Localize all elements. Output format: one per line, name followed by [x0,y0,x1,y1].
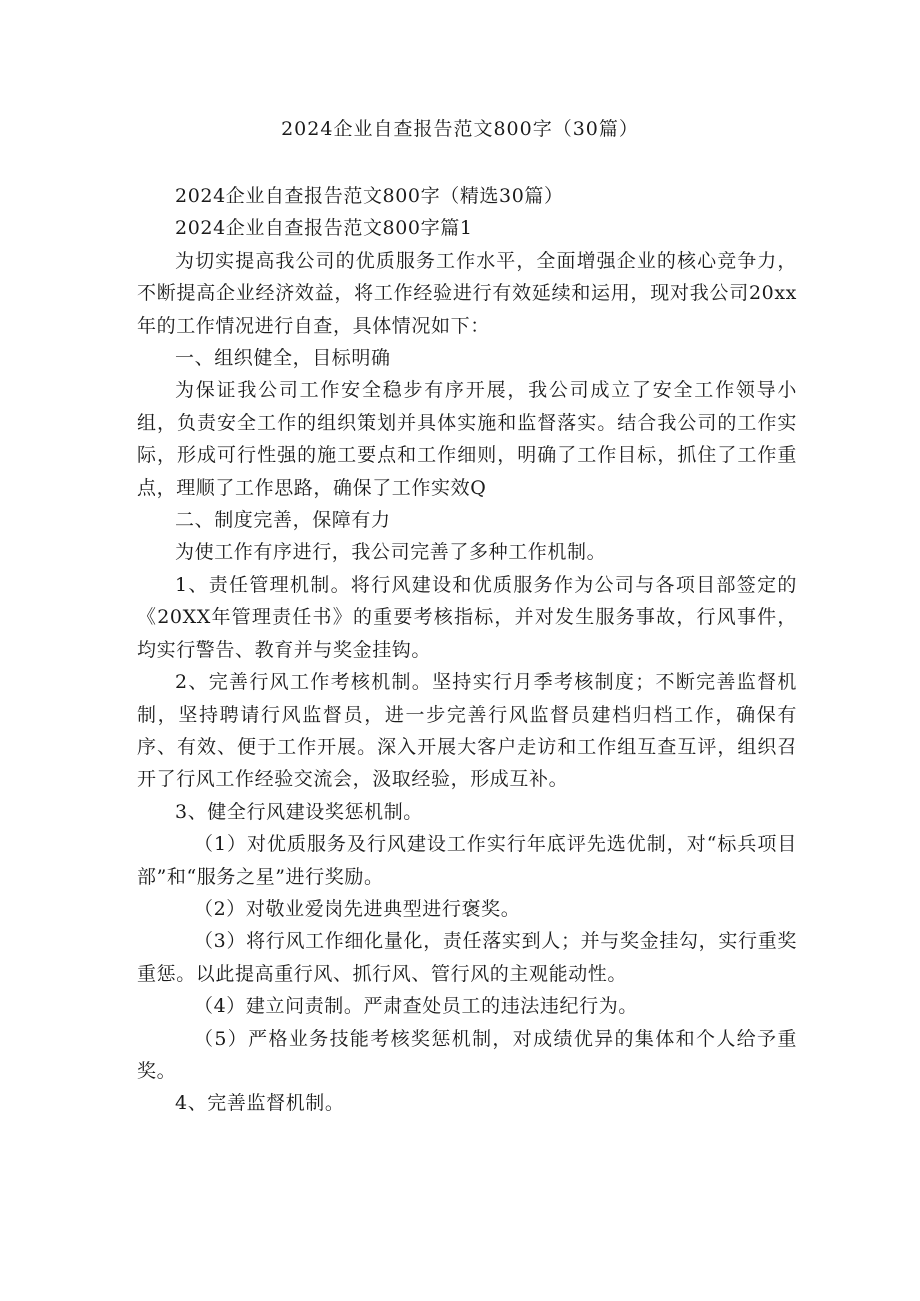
subitem-5: （5）严格业务技能考核奖惩机制，对成绩优异的集体和个人给予重奖。 [137,1027,797,1082]
item-assessment: 2、完善行风工作考核机制。坚持实行月季考核制度；不断完善监督机制，坚持聘请行风监督员，进一步完善行风监督员建档归档工作，确保有序、有效、便于工作开展。深入开展大客户走访和工作组互查互评，组织召开了行风工作经验交流会，汲取经验，形成互补。 [137,671,797,791]
intro-paragraph: 为切实提高我公司的优质服务工作水平，全面增强企业的核心竞争力，不断提高企业经济效益，将工作经验进行有效延续和运用，现对我公司20xx年的工作情况进行自查，具体情况如下： [137,249,797,337]
subtitle-paragraph: 2024企业自查报告范文800字（精选30篇） [175,185,564,207]
section-heading-paragraph: 2024企业自查报告范文800字篇1 [175,217,473,240]
subitem-3: （3）将行风工作细化量化，责任落实到人；并与奖金挂勾，实行重奖重惩。以此提高重行风、抓行风、管行风的主观能动性。 [137,930,797,985]
subitem-4: （4）建立问责制。严肃查处员工的违法违纪行为。 [194,995,638,1018]
heading-system: 二、制度完善，保障有力 [175,509,391,532]
document-body [137,180,797,1120]
subitem-1: （1）对优质服务及行风建设工作实行年底评先选优制，对“标兵项目部”和“服务之星”进行奖励。 [137,833,797,888]
item-reward-punishment: 3、健全行风建设奖惩机制。 [175,800,423,823]
system-intro-paragraph: 为使工作有序进行，我公司完善了多种工作机制。 [175,541,607,564]
item-supervision: 4、完善监督机制。 [175,1092,345,1115]
subitem-2: （2）对敬业爱岗先进典型进行褒奖。 [194,897,521,920]
heading-organization: 一、组织健全，目标明确 [175,347,391,370]
document-title: 2024企业自查报告范文800字（30篇） [281,118,639,140]
item-responsibility: 1、责任管理机制。将行风建设和优质服务作为公司与各项目部签定的《20XX年管理责任书》的重要考核指标，并对发生服务事故，行风事件，均实行警告、教育并与奖金挂钩。 [137,573,797,661]
organization-paragraph: 为保证我公司工作安全稳步有序开展，我公司成立了安全工作领导小组，负责安全工作的组织策划并具体实施和监督落实。结合我公司的工作实际，形成可行性强的施工要点和工作细则，明确了工作目标，抓住了工作重点，理顺了工作思路，确保了工作实效Q [137,379,797,499]
